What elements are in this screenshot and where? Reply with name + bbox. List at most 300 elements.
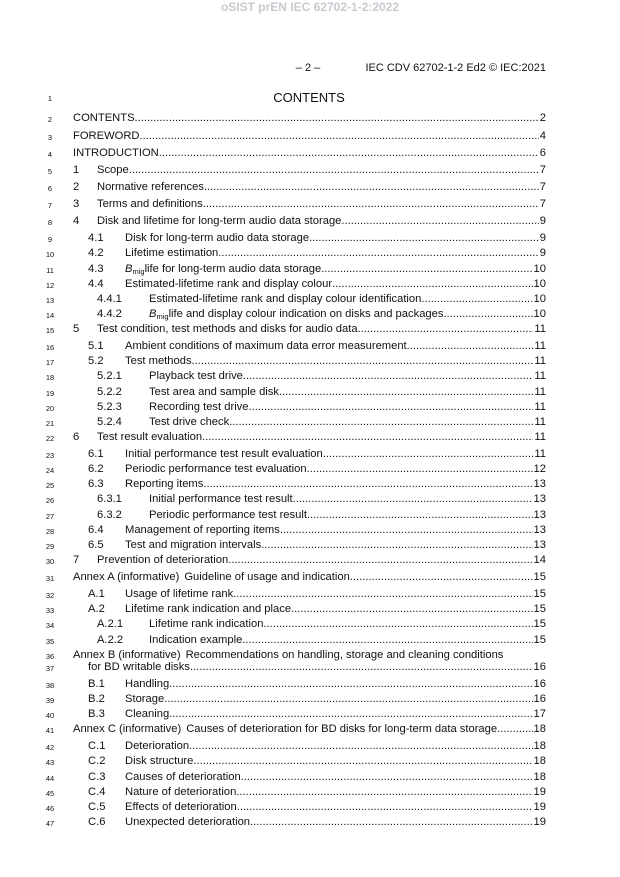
line-number: 20: [45, 403, 55, 413]
line-number: 8: [47, 218, 53, 228]
toc-entry-link[interactable]: [73, 111, 546, 126]
line-number: 43: [45, 758, 55, 768]
toc-entry-link[interactable]: [73, 617, 546, 632]
dot-leader: [261, 538, 532, 553]
entry-title: [73, 129, 140, 144]
page-number: 7: [539, 180, 546, 193]
toc-entry-link[interactable]: [73, 146, 546, 161]
entry-number: 5.2.3: [97, 400, 122, 413]
line-number: 6: [47, 183, 53, 193]
entry-title-text: Cleaning: [125, 708, 170, 721]
toc-row: [0, 739, 620, 754]
line-number: 15: [45, 326, 55, 336]
dot-leader: [169, 707, 532, 722]
toc-row: [0, 197, 620, 212]
toc-row: [0, 492, 620, 507]
entry-number: 5.2.2: [97, 385, 122, 398]
page-number: 15: [533, 618, 546, 631]
entry-title: [149, 508, 307, 523]
entry-title-text: Test and migration intervals: [125, 538, 262, 551]
dot-leader: [350, 570, 533, 585]
line-number: 23: [45, 451, 55, 461]
page-number: 15: [533, 588, 546, 601]
line-number: 44: [45, 773, 55, 783]
toc-row: [0, 617, 620, 632]
dot-leader: [250, 815, 533, 830]
page-number: 11: [534, 400, 546, 413]
toc-entry-link[interactable]: [73, 246, 546, 261]
entry-title-text: FOREWORD: [73, 129, 140, 142]
line-number: 46: [45, 803, 55, 813]
entry-title: [125, 754, 193, 769]
page-number: 13: [533, 538, 546, 551]
toc-row: [0, 523, 620, 538]
dot-leader: [129, 163, 539, 178]
entry-title-text: Unexpected deterioration: [125, 815, 251, 828]
toc-row: [0, 770, 620, 785]
entry-title-text: Disk and lifetime for long-term audio data storage: [97, 215, 342, 228]
entry-title-text: Lifetime rank indication and place: [125, 603, 292, 616]
toc-entry-link[interactable]: [73, 553, 546, 568]
entry-title: [97, 322, 358, 337]
toc-entry-link[interactable]: [73, 462, 546, 477]
page-number: 10: [533, 292, 546, 305]
line-number: 30: [45, 556, 55, 566]
entry-title: [125, 785, 236, 800]
entry-title-text: Test result evaluation: [97, 430, 203, 443]
annex-label: Annex A (informative): [73, 571, 180, 584]
entry-number: 4.2: [88, 247, 104, 260]
clause-number: 6: [73, 430, 80, 443]
entry-title-text: Estimated-lifetime rank and display colour: [125, 277, 333, 290]
header-document-reference: IEC CDV 62702-1-2 Ed2 © IEC:2021: [365, 62, 546, 74]
toc-row: [0, 570, 620, 585]
page-number: 7: [539, 163, 546, 176]
line-number: 3: [47, 132, 53, 142]
toc-entry-link[interactable]: [73, 180, 546, 195]
toc-entry-link[interactable]: [73, 163, 546, 178]
toc-entry-link[interactable]: [73, 307, 546, 322]
entry-title: [125, 339, 407, 354]
entry-title-text: Recommendations on handling, storage and cleaning conditions: [185, 648, 504, 661]
entry-title: [125, 262, 321, 277]
entry-title-text: Lifetime rank indication: [149, 618, 264, 631]
entry-number: 6.3.1: [97, 493, 122, 506]
page-number: 7: [539, 198, 546, 211]
toc-entry-link[interactable]: [73, 292, 546, 307]
entry-title-continuation: for BD writable disks: [88, 660, 190, 673]
line-number: 17: [45, 358, 55, 368]
page-number: 19: [533, 815, 546, 828]
dot-leader: [279, 385, 533, 400]
entry-title-text: Deterioration: [125, 740, 190, 753]
page-number: 13: [533, 523, 546, 536]
clause-number: 7: [73, 553, 80, 566]
toc-row: [0, 292, 620, 307]
page-number: 19: [533, 800, 546, 813]
entry-title: [125, 277, 332, 292]
line-number: 22: [45, 433, 55, 443]
entry-number: A.1: [88, 588, 105, 601]
line-number: 7: [47, 201, 53, 211]
page-number: 9: [539, 232, 546, 245]
header-page-number: – 2 –: [295, 62, 321, 74]
page-number: 10: [533, 307, 546, 320]
line-number: 14: [45, 310, 55, 320]
entry-number: B.2: [88, 692, 105, 705]
dot-leader: [192, 354, 534, 369]
entry-title: [186, 722, 497, 737]
entry-title-text: Initial performance test result evaluation: [125, 448, 323, 461]
dot-leader: [229, 415, 533, 430]
entry-title-text: Storage: [125, 692, 165, 705]
dot-leader: [443, 307, 532, 322]
line-number: 38: [45, 680, 55, 690]
toc-entry-link[interactable]: [73, 677, 546, 692]
entry-number: 5.2.4: [97, 415, 122, 428]
toc-row: [0, 447, 620, 462]
dot-leader: [237, 800, 533, 815]
toc-entry-link[interactable]: [73, 385, 546, 400]
toc-row: [0, 339, 620, 354]
line-number: 37: [45, 663, 55, 673]
toc-row: [0, 415, 620, 430]
entry-title-text: Terms and definitions: [97, 198, 203, 211]
dot-leader: [407, 339, 534, 354]
entry-title-text: Effects of deterioration: [125, 800, 237, 813]
table-of-contents: [0, 111, 620, 830]
annex-label: Annex C (informative): [73, 723, 182, 736]
entry-title-text: CONTENTS: [73, 112, 135, 125]
toc-row: [0, 602, 620, 617]
toc-entry-link[interactable]: [73, 754, 546, 769]
dot-leader: [189, 739, 532, 754]
toc-entry-link[interactable]: [73, 322, 546, 337]
toc-entry-link[interactable]: [73, 415, 546, 430]
page-number: 9: [539, 215, 546, 228]
toc-entry-link[interactable]: [73, 477, 546, 492]
toc-row: [0, 307, 620, 322]
toc-entry-link[interactable]: [73, 508, 546, 523]
toc-entry-link[interactable]: [73, 492, 546, 507]
toc-row: [0, 385, 620, 400]
page-number: 16: [533, 677, 546, 690]
entry-title: [125, 462, 307, 477]
watermark: oSIST prEN IEC 62702-1-2:2022: [220, 0, 400, 14]
entry-title: [125, 602, 291, 617]
toc-entry-link[interactable]: [73, 692, 546, 707]
page-number: 15: [533, 633, 546, 646]
entry-number: 5.1: [88, 340, 104, 353]
page-number: 11: [534, 340, 546, 353]
toc-row: [0, 111, 620, 126]
entry-number: C.3: [88, 770, 106, 783]
entry-title-text: Lifetime estimation: [125, 247, 219, 260]
toc-row: [0, 129, 620, 144]
entry-number: A.2: [88, 603, 105, 616]
entry-number: 6.4: [88, 523, 104, 536]
toc-entry-link[interactable]: [73, 538, 546, 553]
toc-entry-link[interactable]: [73, 785, 546, 800]
page-number: 15: [533, 603, 546, 616]
entry-title-text: Guideline of usage and indication: [184, 571, 350, 584]
entry-title: [149, 617, 263, 632]
toc-entry-link[interactable]: [73, 660, 546, 675]
toc-entry-link[interactable]: [73, 447, 546, 462]
entry-number: 6.3.2: [97, 508, 122, 521]
entry-title: [125, 770, 241, 785]
toc-entry-link[interactable]: [73, 339, 546, 354]
entry-title: [97, 197, 203, 212]
toc-entry-link[interactable]: [73, 800, 546, 815]
line-number: 28: [45, 526, 55, 536]
line-number: 25: [45, 481, 55, 491]
line-number: 16: [45, 343, 55, 353]
entry-title: [97, 163, 129, 178]
dot-leader: [249, 400, 534, 415]
line-number: 24: [45, 466, 55, 476]
toc-row: [0, 400, 620, 415]
clause-number: 4: [73, 215, 80, 228]
entry-title-text: Test drive check: [149, 415, 230, 428]
entry-title-text: Handling: [125, 677, 170, 690]
clause-number: 5: [73, 323, 80, 336]
toc-entry-link[interactable]: [73, 739, 546, 754]
toc-entry-link[interactable]: [73, 815, 546, 830]
entry-number: 5.2: [88, 355, 104, 368]
dot-leader: [236, 785, 532, 800]
dot-leader: [203, 197, 539, 212]
toc-entry-link[interactable]: [73, 633, 546, 648]
page-number: 18: [533, 723, 546, 736]
page-number: 11: [534, 385, 546, 398]
entry-title: [149, 400, 249, 415]
dot-leader: [293, 492, 533, 507]
toc-row: [0, 163, 620, 178]
entry-number: 5.2.1: [97, 370, 122, 383]
toc-row: [0, 754, 620, 769]
entry-title-text: Normative references: [97, 180, 204, 193]
contents-heading: CONTENTS: [273, 89, 345, 105]
clause-number: 2: [73, 180, 80, 193]
contents-heading-row: [0, 90, 620, 105]
toc-entry-link[interactable]: [73, 262, 546, 277]
line-number: 13: [45, 295, 55, 305]
entry-number: C.2: [88, 755, 106, 768]
toc-entry-link[interactable]: [73, 197, 546, 212]
line-number: 21: [45, 418, 55, 428]
toc-row: [0, 508, 620, 523]
toc-row: [0, 800, 620, 815]
line-number: 27: [45, 511, 55, 521]
page-number: 4: [539, 129, 546, 142]
dot-leader: [321, 262, 532, 277]
page-number: 10: [533, 277, 546, 290]
entry-number: A.2.2: [97, 633, 124, 646]
dot-leader: [497, 722, 532, 737]
entry-title: [73, 146, 159, 161]
line-number: 40: [45, 711, 55, 721]
dot-leader: [140, 129, 539, 144]
toc-row: [0, 146, 620, 161]
entry-title: [149, 633, 242, 648]
entry-title: [149, 307, 443, 322]
toc-entry-link[interactable]: [73, 214, 546, 229]
toc-entry-link[interactable]: [73, 722, 546, 737]
toc-row: [0, 477, 620, 492]
entry-number: C.5: [88, 800, 106, 813]
line-number: 18: [45, 373, 55, 383]
entry-title-text: Disk structure: [125, 755, 194, 768]
page-number: 19: [533, 785, 546, 798]
entry-number: 4.4: [88, 277, 104, 290]
line-number: 31: [45, 574, 55, 584]
toc-entry-link[interactable]: [73, 400, 546, 415]
line-number: 29: [45, 541, 55, 551]
dot-leader: [243, 369, 533, 384]
line-number: 2: [47, 115, 53, 125]
entry-title-text: Usage of lifetime rank: [125, 588, 234, 601]
entry-number: 4.1: [88, 232, 104, 245]
entry-title-text: Indication example: [149, 633, 243, 646]
line-number: 4: [47, 149, 53, 159]
entry-title: [184, 570, 349, 585]
toc-row: [0, 462, 620, 477]
dot-leader: [241, 770, 533, 785]
entry-number: B.3: [88, 708, 105, 721]
entry-number: C.4: [88, 785, 106, 798]
toc-entry-link[interactable]: [73, 369, 546, 384]
toc-row: [0, 430, 620, 445]
annex-label: Annex B (informative): [73, 648, 181, 661]
toc-entry-link[interactable]: [73, 570, 546, 585]
line-number: 26: [45, 496, 55, 506]
line-number: 47: [45, 818, 55, 828]
entry-title: [125, 477, 203, 492]
toc-row: [0, 277, 620, 292]
dot-leader: [204, 180, 539, 195]
toc-row: [0, 692, 620, 707]
toc-row: [0, 322, 620, 337]
entry-title: [125, 231, 309, 246]
entry-title-text: Initial performance test result: [149, 493, 293, 506]
entry-number: 4.3: [88, 262, 104, 275]
line-number: 11: [46, 265, 54, 275]
page-number: 11: [534, 430, 546, 443]
entry-title-text: Playback test drive: [149, 370, 243, 383]
toc-row: [0, 369, 620, 384]
entry-number: 6.2: [88, 463, 104, 476]
dot-leader: [242, 633, 532, 648]
line-number: 9: [47, 235, 53, 245]
entry-title-text: Periodic performance test evaluation: [125, 463, 307, 476]
entry-title: [73, 111, 135, 126]
page-number: 15: [533, 571, 546, 584]
dot-leader: [307, 462, 533, 477]
dot-leader: [190, 660, 533, 675]
toc-entry-link[interactable]: [73, 587, 546, 602]
clause-number: 3: [73, 198, 80, 211]
entry-title-text: Management of reporting items: [125, 523, 280, 536]
line-number: 1: [47, 93, 53, 103]
dot-leader: [421, 292, 532, 307]
entry-title: [125, 739, 189, 754]
toc-entry-link[interactable]: [73, 707, 546, 722]
toc-row: [0, 231, 620, 246]
entry-title: [125, 523, 280, 538]
toc-entry-link[interactable]: [73, 523, 546, 538]
toc-entry-link[interactable]: [73, 354, 546, 369]
toc-entry-link[interactable]: [73, 129, 546, 144]
toc-entry-link[interactable]: [73, 231, 546, 246]
page-number: 16: [533, 692, 546, 705]
entry-title: [97, 180, 204, 195]
entry-title: [149, 415, 229, 430]
entry-title: [149, 492, 293, 507]
page-number: 18: [533, 770, 546, 783]
entry-number: 6.1: [88, 448, 104, 461]
page-number: 16: [533, 660, 546, 673]
line-number: 33: [45, 606, 55, 616]
entry-title: [125, 815, 250, 830]
page-number: 11: [534, 370, 546, 383]
toc-row: [0, 815, 620, 830]
line-number: 34: [45, 621, 55, 631]
toc-row: [0, 587, 620, 602]
entry-number: 4.4.2: [97, 307, 122, 320]
entry-title: [125, 246, 218, 261]
entry-title-text: Test condition, test methods and disks for audio data: [97, 323, 358, 336]
dot-leader: [332, 277, 532, 292]
entry-title-text: Test methods: [125, 355, 192, 368]
toc-row: [0, 660, 620, 675]
entry-title: [125, 447, 323, 462]
page-number: 11: [534, 415, 546, 428]
toc-entry-link[interactable]: [73, 430, 546, 445]
entry-title: [125, 692, 164, 707]
toc-row: [0, 262, 620, 277]
toc-row: [0, 246, 620, 261]
symbol-b: B: [149, 307, 157, 320]
line-number: 35: [45, 636, 55, 646]
toc-row: [0, 785, 620, 800]
toc-row: [0, 633, 620, 648]
toc-row: [0, 722, 620, 737]
symbol-subscript: mig: [132, 266, 145, 276]
toc-row: [0, 214, 620, 229]
entry-number: 4.4.1: [97, 292, 122, 305]
line-number: 41: [45, 726, 55, 736]
entry-title-text: Causes of deterioration for BD disks for long-term data storage: [186, 723, 498, 736]
toc-entry-link[interactable]: [73, 770, 546, 785]
page-number: 9: [539, 247, 546, 260]
symbol-b: B: [125, 262, 133, 275]
entry-title: [125, 677, 169, 692]
page-number: 11: [534, 323, 546, 336]
toc-row: [0, 538, 620, 553]
entry-title-text: Scope: [97, 163, 129, 176]
toc-row: [0, 677, 620, 692]
toc-row: [0, 707, 620, 722]
entry-title: [97, 553, 228, 568]
entry-title-text: Periodic performance test result: [149, 508, 307, 521]
toc-entry-link[interactable]: [73, 602, 546, 617]
toc-row: [0, 648, 620, 660]
toc-entry-link[interactable]: [73, 277, 546, 292]
entry-title-text: Nature of deterioration: [125, 785, 237, 798]
dot-leader: [135, 111, 539, 126]
entry-title: [149, 292, 421, 307]
